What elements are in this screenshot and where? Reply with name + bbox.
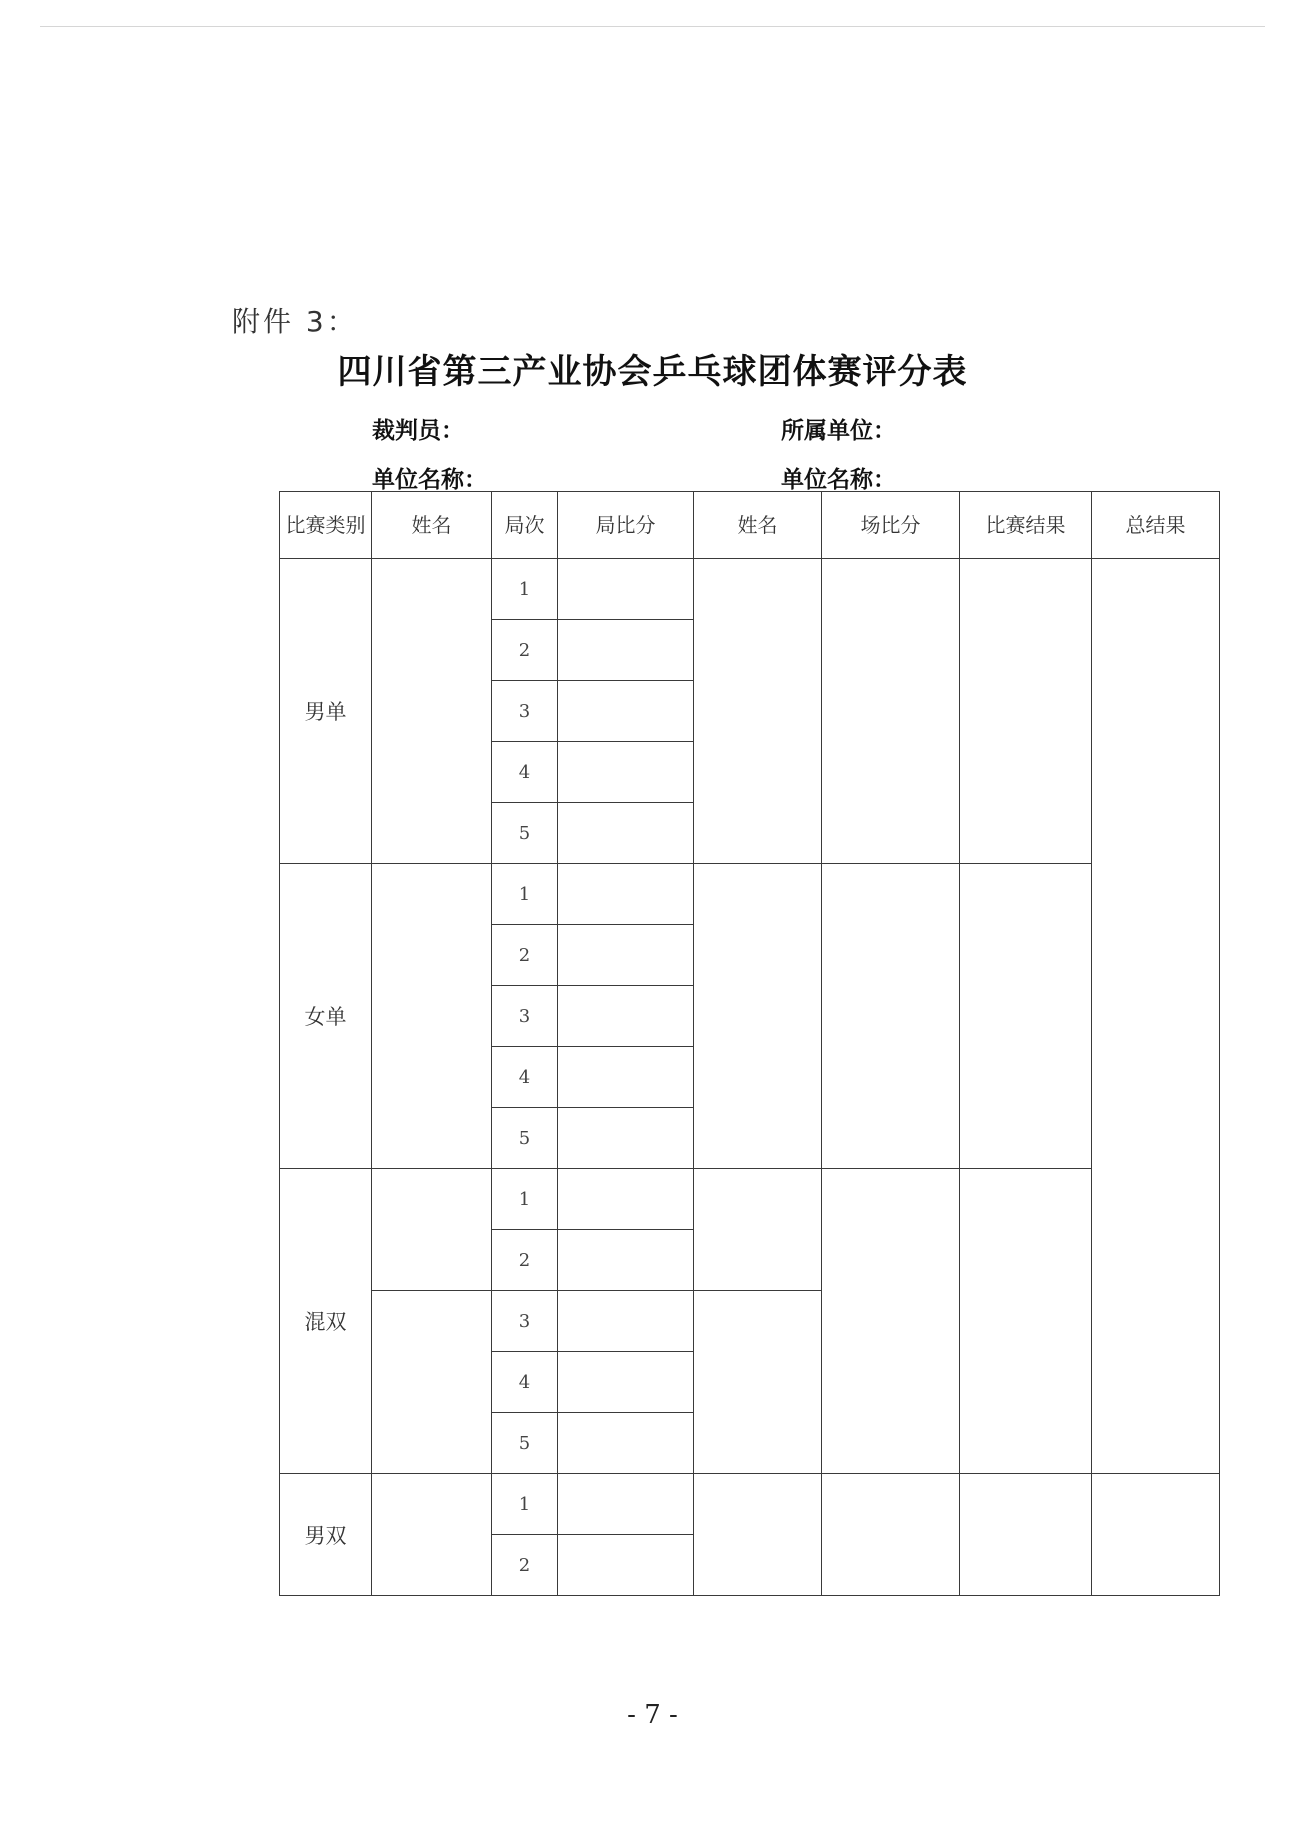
header-name-2: 姓名	[694, 492, 822, 559]
game-number: 5	[492, 1108, 558, 1169]
game-score-cell[interactable]	[558, 559, 694, 620]
game-number: 5	[492, 1413, 558, 1474]
game-number: 3	[492, 1291, 558, 1352]
game-number: 3	[492, 681, 558, 742]
game-score-cell[interactable]	[558, 864, 694, 925]
category-mens-singles: 男单	[280, 559, 372, 864]
game-number: 2	[492, 1535, 558, 1596]
table-header-row	[280, 492, 1220, 559]
game-number: 1	[492, 559, 558, 620]
game-score-cell[interactable]	[558, 1291, 694, 1352]
table-row	[280, 559, 1220, 620]
score-table	[279, 491, 1220, 1596]
womens-singles-match-result-cell[interactable]	[960, 864, 1092, 1169]
game-number: 2	[492, 1230, 558, 1291]
mens-doubles-match-result-cell[interactable]	[960, 1474, 1092, 1596]
total-result-cell[interactable]	[1092, 559, 1220, 1474]
game-score-cell[interactable]	[558, 1474, 694, 1535]
game-number: 4	[492, 1352, 558, 1413]
header-game-no: 局次	[492, 492, 558, 559]
game-score-cell[interactable]	[558, 620, 694, 681]
womens-singles-match-score-cell[interactable]	[822, 864, 960, 1169]
mens-doubles-total-result-cell[interactable]	[1092, 1474, 1220, 1596]
game-score-cell[interactable]	[558, 1230, 694, 1291]
table-row	[280, 1169, 1220, 1230]
womens-singles-name-2-cell[interactable]	[694, 864, 822, 1169]
game-number: 1	[492, 864, 558, 925]
mixed-doubles-match-result-cell[interactable]	[960, 1169, 1092, 1474]
mens-doubles-name-2-cell[interactable]	[694, 1474, 822, 1596]
unit-name-right-label: 单位名称：	[781, 467, 896, 493]
mens-singles-name-1-cell[interactable]	[372, 559, 492, 864]
game-number: 3	[492, 986, 558, 1047]
womens-singles-name-1-cell[interactable]	[372, 864, 492, 1169]
header-match-score: 场比分	[822, 492, 960, 559]
category-womens-singles: 女单	[280, 864, 372, 1169]
game-score-cell[interactable]	[558, 986, 694, 1047]
mens-singles-name-2-cell[interactable]	[694, 559, 822, 864]
game-number: 5	[492, 803, 558, 864]
top-border-line	[40, 26, 1265, 27]
category-mixed-doubles: 混双	[280, 1169, 372, 1474]
header-name-1: 姓名	[372, 492, 492, 559]
game-number: 1	[492, 1169, 558, 1230]
mens-singles-match-score-cell[interactable]	[822, 559, 960, 864]
game-score-cell[interactable]	[558, 1108, 694, 1169]
game-number: 2	[492, 925, 558, 986]
game-score-cell[interactable]	[558, 1413, 694, 1474]
mens-doubles-match-score-cell[interactable]	[822, 1474, 960, 1596]
header-total-result: 总结果	[1092, 492, 1220, 559]
category-mens-doubles: 男双	[280, 1474, 372, 1596]
page-title: 四川省第三产业协会乒乓球团体赛评分表	[337, 352, 968, 392]
header-game-score: 局比分	[558, 492, 694, 559]
table-row	[280, 1474, 1220, 1535]
game-score-cell[interactable]	[558, 1169, 694, 1230]
game-number: 4	[492, 1047, 558, 1108]
mixed-doubles-name-1b-cell[interactable]	[372, 1291, 492, 1474]
mixed-doubles-name-1a-cell[interactable]	[372, 1169, 492, 1291]
game-number: 1	[492, 1474, 558, 1535]
mixed-doubles-match-score-cell[interactable]	[822, 1169, 960, 1474]
mens-doubles-name-1-cell[interactable]	[372, 1474, 492, 1596]
game-score-cell[interactable]	[558, 681, 694, 742]
game-number: 2	[492, 620, 558, 681]
game-score-cell[interactable]	[558, 925, 694, 986]
game-score-cell[interactable]	[558, 1535, 694, 1596]
mixed-doubles-name-2a-cell[interactable]	[694, 1169, 822, 1291]
header-match-result: 比赛结果	[960, 492, 1092, 559]
attachment-label: 附件 3：	[232, 305, 358, 338]
unit-name-left-label: 单位名称：	[372, 467, 487, 493]
game-score-cell[interactable]	[558, 1352, 694, 1413]
game-score-cell[interactable]	[558, 742, 694, 803]
mixed-doubles-name-2b-cell[interactable]	[694, 1291, 822, 1474]
table-row	[280, 864, 1220, 925]
referee-field-label: 裁判员：	[372, 418, 464, 444]
game-score-cell[interactable]	[558, 1047, 694, 1108]
header-category: 比赛类别	[280, 492, 372, 559]
game-score-cell[interactable]	[558, 803, 694, 864]
mens-singles-match-result-cell[interactable]	[960, 559, 1092, 864]
page-number: - 7 -	[627, 1700, 678, 1730]
affiliation-field-label: 所属单位：	[781, 418, 896, 444]
game-number: 4	[492, 742, 558, 803]
